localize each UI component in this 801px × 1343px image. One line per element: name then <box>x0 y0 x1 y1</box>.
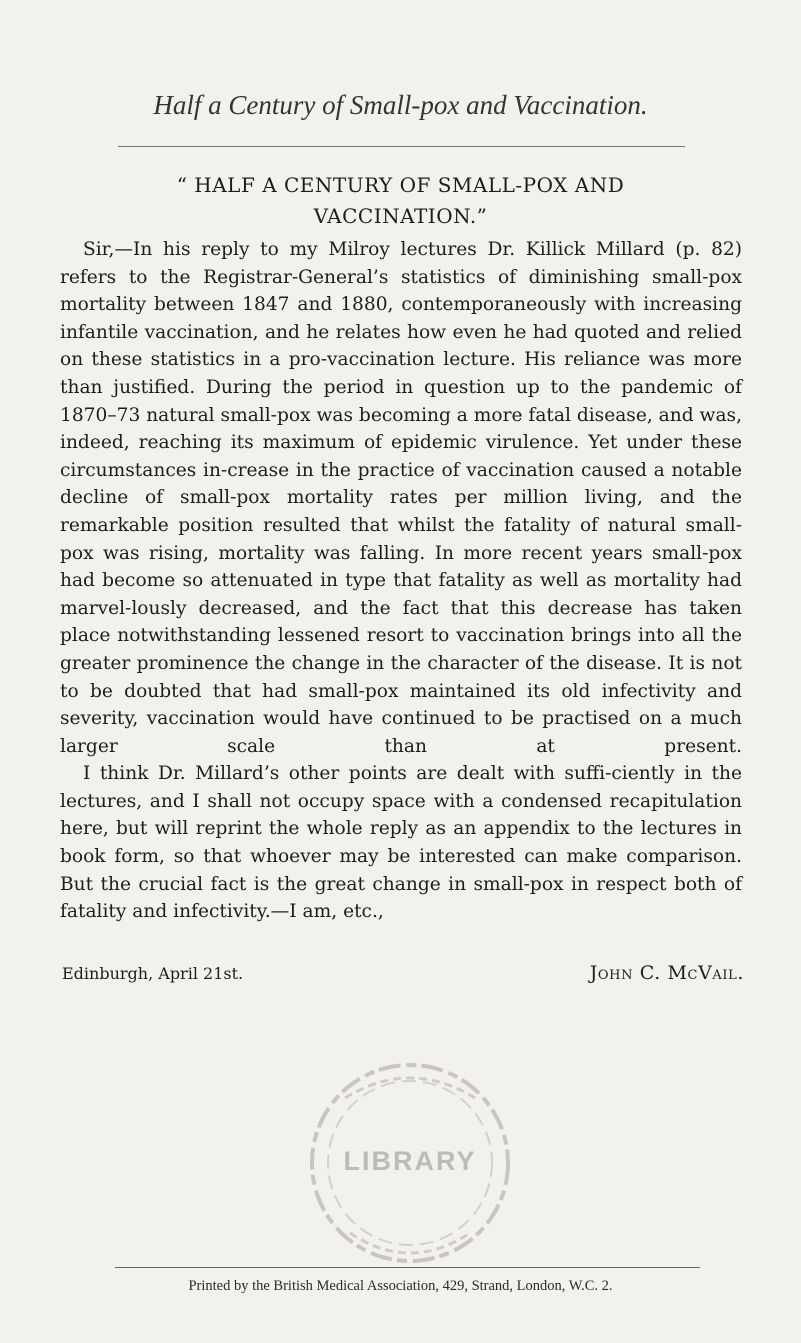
article-title-line-1: “ HALF A CENTURY OF SMALL-POX AND <box>176 173 625 197</box>
stamp-text: LIBRARY <box>343 1146 477 1176</box>
paragraph-1: Sir,—In his reply to my Milroy lectures Dr. Killick Millard (p. 82) refers to the Registrar-General’s statistics of diminishing small-pox mortality between 1847 and 1880, contemporaneously with increasing infantile vaccination, and he relates how even he had quoted and relied on these statistics in a pro-vaccination lecture. His reliance was more than justified. During the period in question up to the pandemic of 1870–73 natural small-pox was becoming a more fatal disease, and was, indeed, reaching its maximum of epidemic virulence. Yet under these circumstances in-crease in the practice of vaccination caused a notable decline of small-pox mortality rates per million living, and the remarkable position resulted that whilst the fatality of natural small-pox was rising, mortality was falling. In more recent years small-pox had become so attenuated in type that fatality as well as mortality had marvel-lously decreased, and the fact that this decrease has taken place notwithstanding lessened resort to vaccination brings into all the greater prominence the change in the character of the disease. It is not to be doubted that had small-pox maintained its old infectivity and severity, vaccination would have continued to be practised on a much larger scale than at present. <box>60 239 742 757</box>
article-title <box>80 170 721 232</box>
article-title-line-2: VACCINATION.” <box>313 204 488 228</box>
paragraph-2: I think Dr. Millard’s other points are dealt with suffi-ciently in the lectures, and I shall not occupy space with a condensed recapitulation here, but will reprint the whole reply as an appendix to the lectures in book form, so that whoever may be interested can make comparison. But the crucial fact is the great change in small-pox in respect both of fatality and infectivity.—I am, etc., <box>60 763 742 923</box>
library-stamp <box>305 1058 515 1293</box>
footer-rule <box>115 1267 700 1268</box>
signoff <box>62 962 744 984</box>
running-head: Half a Century of Small-pox and Vaccination. <box>153 90 648 120</box>
printer-imprint: Printed by the British Medical Association, 429, Strand, London, W.C. 2. <box>188 1278 613 1294</box>
place-date: Edinburgh, April 21st. <box>62 964 244 983</box>
article-body <box>60 236 742 926</box>
signature: John C. McVail. <box>589 962 744 984</box>
header-rule <box>118 146 685 147</box>
